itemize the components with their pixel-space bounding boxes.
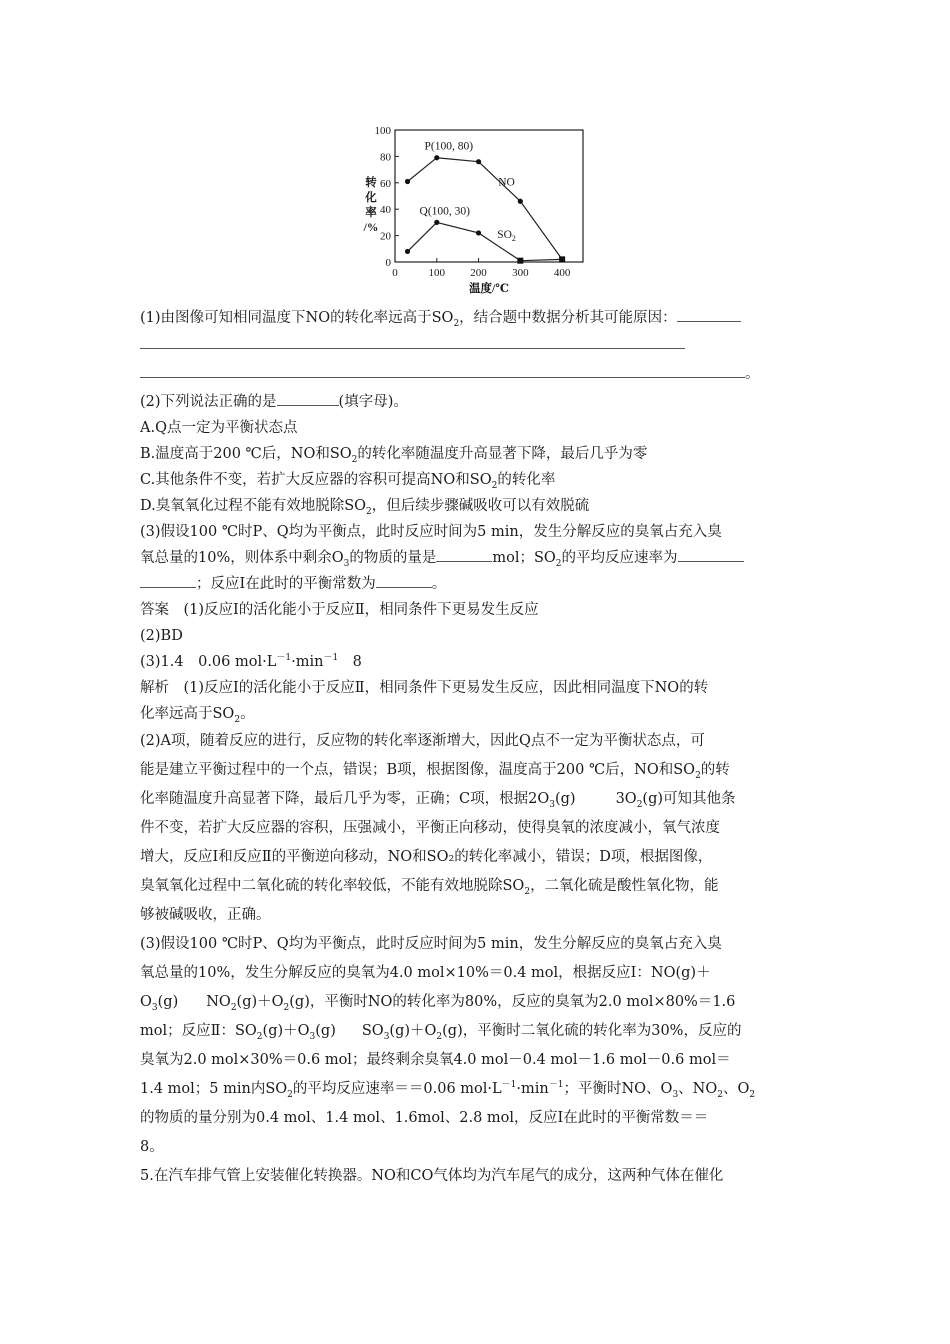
answer-blank: [677, 307, 741, 322]
question-2-stem: (2)下列说法正确的是 (填字母)。: [140, 389, 815, 415]
point-annotation: Q(100, 30): [419, 205, 471, 218]
data-point: [476, 230, 481, 235]
x-tick-label: 100: [428, 267, 446, 279]
x-tick-label: 300: [512, 267, 529, 279]
data-point: [517, 258, 523, 264]
y-tick-label: 100: [374, 125, 391, 137]
y-axis-label: /%: [363, 222, 379, 234]
analysis-line: 能是建立平衡过程中的一个点，错误；B项，根据图像，温度高于200 ℃后，NO和$SO_2$的转: [140, 762, 730, 781]
data-point: [476, 159, 481, 164]
analysis-line: (2)A项，随着反应的进行，反应物的转化率逐渐增大，因此Q点不一定为平衡状态点，可: [140, 733, 705, 749]
y-tick-label: 60: [380, 177, 391, 190]
y-axis-label: 化: [365, 192, 377, 204]
answer-blank: [678, 547, 744, 562]
analysis-line: 件不变，若扩大反应器的容积，压强减小，平衡正向移动，使得臭氧的浓度减小，氧气浓度: [140, 820, 720, 836]
question-5-line: 5.在汽车排气管上安装催化转换器。NO和CO气体均为汽车尾气的成分，这两种气体在催化: [140, 1168, 724, 1184]
answer-2: (2)BD: [140, 628, 183, 644]
y-tick-label: 0: [385, 257, 391, 269]
data-point: [405, 179, 410, 184]
analysis-line: 1.4 mol；5 min内$SO_2$的平均反应速率＝＝0.06 $mol\cdot L^{-1}\cdot\min^{-1}$；平衡时NO、$O_3$、$NO_2$、$O_2$: [140, 1080, 756, 1100]
data-point: [559, 256, 565, 262]
answer-1: 答案 (1)反应Ⅰ的活化能小于反应Ⅱ，相同条件下更易发生反应: [140, 602, 539, 618]
conversion-chart: [355, 120, 595, 302]
question-3-line: (3)假设100 ℃时P、Q均为平衡点，此时反应时间为5 min，发生分解反应的臭氧占充入臭: [140, 524, 722, 540]
legend-label-so2: $SO_2$: [497, 228, 516, 243]
answer-blank: [376, 573, 432, 588]
analysis-line: 氧总量的10%，发生分解反应的臭氧为4.0 mol×10%＝0.4 mol，根据反应Ⅰ：NO(g)＋: [140, 965, 711, 981]
answer-3: (3)1.4 0.06 $mol\cdot L^{-1}\cdot\min^{-1}$ 8: [140, 653, 362, 670]
analysis-line: 化率随温度升高显著下降，最后几乎为零，正确；C项，根据$2O_3(g)$ $3O_2(g)$可知其他条: [140, 791, 736, 810]
analysis-line: (3)假设100 ℃时P、Q均为平衡点，此时反应时间为5 min，发生分解反应的臭氧占充入臭: [140, 936, 722, 952]
analysis-line: 的物质的量分别为0.4 mol、1.4 mol、1.6mol、2.8 mol，反应Ⅰ在此时的平衡常数＝＝: [140, 1110, 709, 1126]
y-tick-label: 20: [380, 230, 391, 243]
y-axis-label: 转: [365, 177, 377, 189]
data-point: [434, 220, 439, 225]
answer-blank: [140, 573, 196, 588]
analysis-line: 够被碱吸收，正确。: [140, 907, 271, 923]
y-tick-label: 40: [380, 204, 391, 217]
option-d: D.臭氧氧化过程不能有效地脱除$SO_2$，但后续步骤碱吸收可以有效脱硫: [140, 498, 590, 517]
question-1-line: (1)由图像可知相同温度下NO的转化率远高于$SO_2$，结合题中数据分析其可能原因：: [140, 305, 815, 331]
point-annotation: P(100, 80): [424, 140, 474, 153]
analysis-line: 解析 (1)反应Ⅰ的活化能小于反应Ⅱ，相同条件下更易发生反应，因此相同温度下NO的转: [140, 680, 709, 696]
analysis-line: 增大，反应Ⅰ和反应Ⅱ的平衡逆向移动，NO和SO₂的转化率减小，错误；D项，根据图像，: [140, 849, 713, 865]
x-tick-label: 200: [470, 267, 487, 279]
x-tick-label: 0: [392, 267, 398, 279]
option-c: C.其他条件不变，若扩大反应器的容积可提高NO和$SO_2$的转化率: [140, 472, 556, 491]
analysis-line: 臭氧为2.0 mol×30%＝0.6 mol；最终剩余臭氧4.0 mol－0.4 mol－1.6 mol－0.6 mol＝: [140, 1052, 731, 1068]
option-a: A.Q点一定为平衡状态点: [140, 420, 298, 436]
data-point: [405, 249, 410, 254]
answer-blank: [140, 334, 685, 349]
analysis-line: 8。: [140, 1139, 164, 1155]
data-point: [434, 155, 439, 160]
y-axis-label: 率: [365, 207, 377, 219]
option-b: B.温度高于200 ℃后，NO和$SO_2$的转化率随温度升高显著下降，最后几乎为零: [140, 446, 648, 465]
chart-plot: [363, 125, 583, 295]
answer-label: 答案: [140, 602, 169, 618]
analysis-line: 化率远高于$SO_2$。: [140, 706, 255, 725]
analysis-line: 臭氧氧化过程中二氧化硫的转化率较低，不能有效地脱除$SO_2$，二氧化硫是酸性氧化物，能: [140, 878, 719, 897]
answer-blank: [140, 363, 745, 378]
analysis-line: $O_3(g)$ $NO_2(g)+O_2(g)$，平衡时NO的转化率为80%，反应的臭氧为2.0 mol×80%＝1.6: [140, 994, 736, 1013]
x-tick-label: 400: [553, 267, 571, 279]
data-point: [518, 199, 523, 204]
answer-blank: [436, 547, 492, 562]
plot-frame: [395, 130, 583, 262]
document-body: [140, 305, 815, 1191]
question-3-line: 氧总量的10%，则体系中剩余$O_3$的物质的量是 mol；$SO_2$的平均反应速率为: [140, 545, 815, 571]
answer-line: [140, 331, 815, 360]
question-3-line: ；反应Ⅰ在此时的平衡常数为 。: [140, 571, 815, 597]
x-axis-label: 温度/℃: [469, 283, 509, 295]
legend-label-no: NO: [498, 176, 515, 189]
y-tick-label: 80: [380, 151, 391, 164]
answer-blank: [277, 391, 339, 406]
analysis-label: 解析: [140, 680, 169, 696]
answer-line: 。: [140, 360, 815, 389]
analysis-line: mol；反应Ⅱ：$SO_2(g)+O_3(g)$ $SO_3(g)+O_2(g)$，平衡时二氧化硫的转化率为30%，反应的: [140, 1023, 742, 1042]
